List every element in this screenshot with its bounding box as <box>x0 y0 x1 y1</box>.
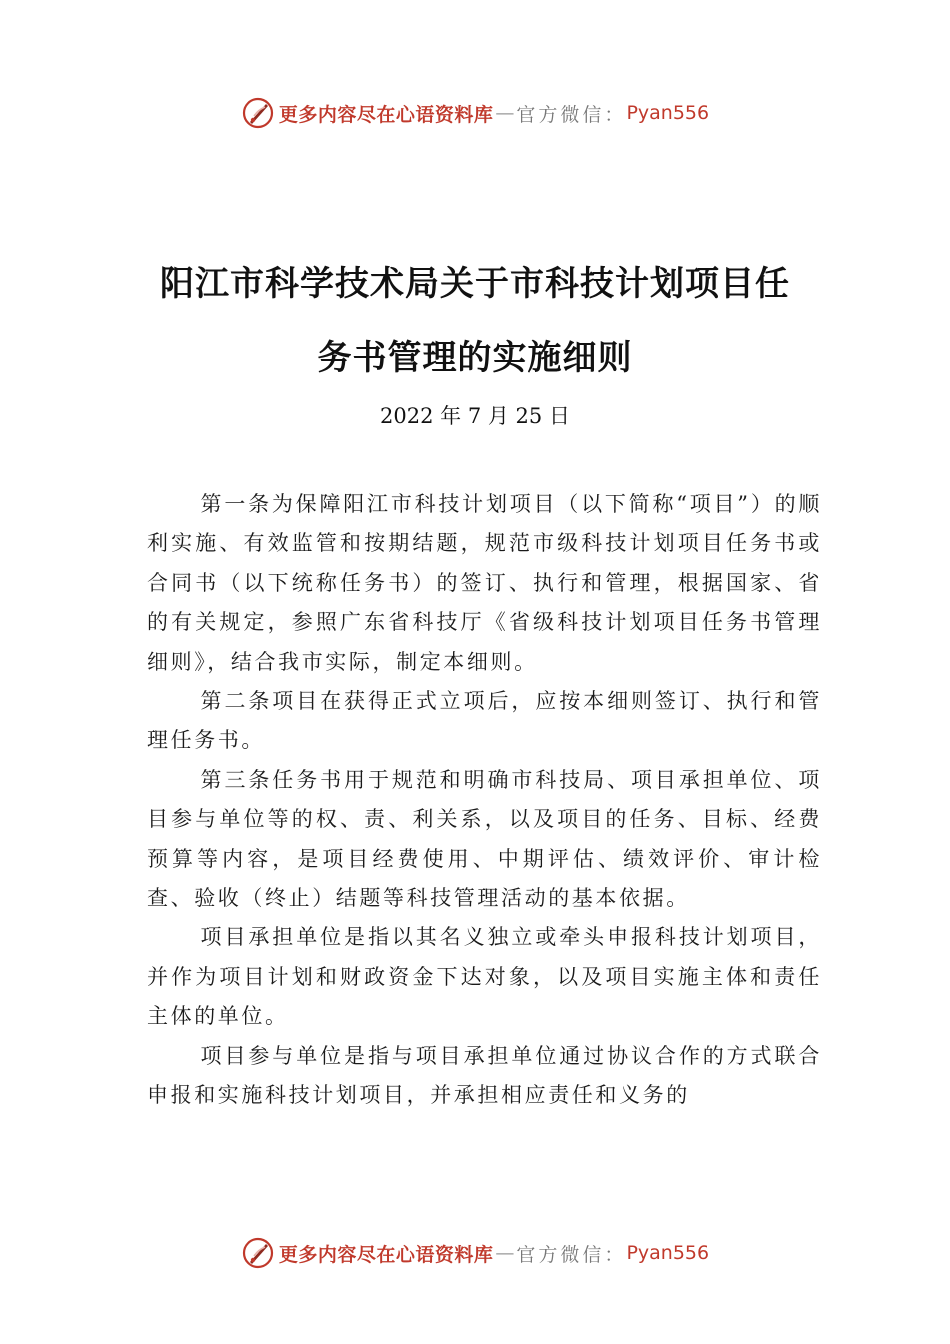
paragraph-article-1: 第一条为保障阳江市科技计划项目（以下简称“项目”）的顺利实施、有效监管和按期结题，规范市级科技计划项目任务书或合同书（以下统称任务书）的签订、执行和管理，根据国家、省的有关规定，参照广东省科技厅《省级科技计划项目任务书管理细则》，结合我市实际，制定本细则。 <box>147 492 822 674</box>
document-date: 2022 年 7 月 25 日 <box>380 404 570 428</box>
watermark-wechat-id: Pyan556 <box>626 102 710 124</box>
document-title-line-2: 务书管理的实施细则 <box>317 338 633 378</box>
watermark-dash: — <box>495 1242 515 1264</box>
header-watermark <box>0 96 950 130</box>
watermark-label: 官方微信： <box>516 1243 627 1266</box>
watermark-brand: 更多内容尽在心语资料库 <box>278 1243 494 1266</box>
paragraph-participating-unit: 项目参与单位是指与项目承担单位通过协议合作的方式联合申报和实施科技计划项目，并承担相应责任和义务的 <box>147 1043 822 1108</box>
watermark-brand: 更多内容尽在心语资料库 <box>278 103 494 126</box>
quill-seal-icon <box>241 96 275 130</box>
watermark-dash: — <box>495 102 515 124</box>
watermark-label: 官方微信： <box>516 103 627 126</box>
watermark-wechat-id: Pyan556 <box>626 1242 710 1264</box>
document-title-line-1: 阳江市科学技术局关于市科技计划项目任 <box>160 264 790 304</box>
quill-seal-icon <box>241 1236 275 1270</box>
footer-watermark <box>0 1236 950 1270</box>
document-body <box>147 485 822 1116</box>
paragraph-article-2: 第二条项目在获得正式立项后，应按本细则签订、执行和管理任务书。 <box>147 689 822 753</box>
paragraph-undertaking-unit: 项目承担单位是指以其名义独立或牵头申报科技计划项目，并作为项目计划和财政资金下达对象，以及项目实施主体和责任主体的单位。 <box>147 925 822 1029</box>
paragraph-article-3: 第三条任务书用于规范和明确市科技局、项目承担单位、项目参与单位等的权、责、利关系，以及项目的任务、目标、经费预算等内容，是项目经费使用、中期评估、绩效评价、审计检查、验收（终止）结题等科技管理活动的基本依据。 <box>147 767 822 911</box>
